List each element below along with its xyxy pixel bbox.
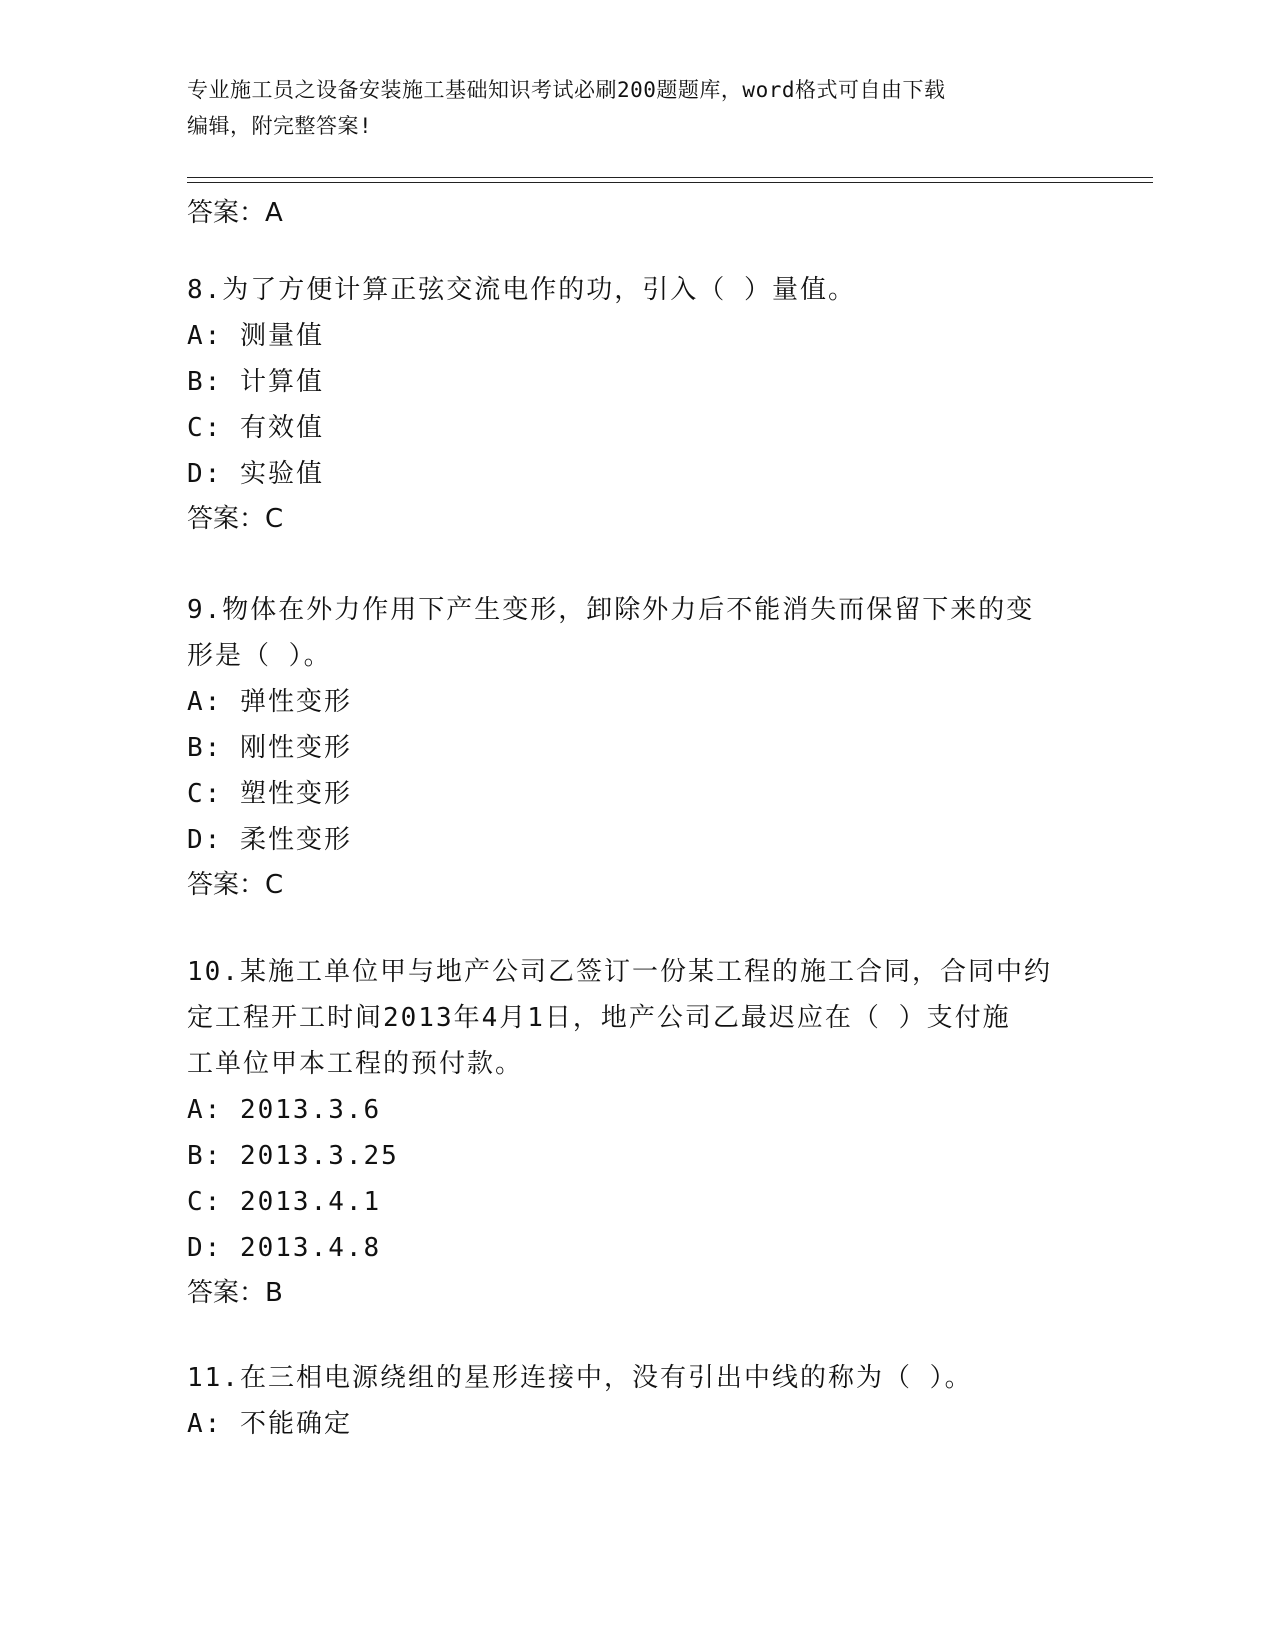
option-a: A: 弹性变形 bbox=[187, 687, 352, 717]
answer-q7: 答案：A bbox=[187, 198, 283, 228]
option-a: A: 不能确定 bbox=[187, 1409, 352, 1439]
answer: 答案：C bbox=[187, 504, 284, 534]
question-stem: 8.为了方便计算正弦交流电作的功，引入（ ）量值。 bbox=[187, 275, 856, 305]
header-title-line-1: 专业施工员之设备安装施工基础知识考试必刷200题题库，word格式可自由下载 bbox=[187, 78, 946, 102]
question-11 bbox=[187, 1355, 1087, 1447]
option-d: D: 柔性变形 bbox=[187, 825, 352, 855]
question-stem-line-2: 定工程开工时间2013年4月1日，地产公司乙最迟应在（ ）支付施 bbox=[187, 1003, 1011, 1033]
header-divider-bottom bbox=[187, 182, 1153, 183]
question-stem-line-2: 形是（ ）。 bbox=[187, 641, 332, 671]
answer: 答案：C bbox=[187, 870, 284, 900]
question-10 bbox=[187, 949, 1087, 1315]
question-9 bbox=[187, 587, 1087, 907]
question-stem-line-1: 9.物体在外力作用下产生变形，卸除外力后不能消失而保留下来的变 bbox=[187, 595, 1035, 625]
page-header bbox=[187, 72, 1067, 144]
option-d: D: 实验值 bbox=[187, 459, 324, 489]
option-c: C: 有效值 bbox=[187, 413, 324, 443]
answer: 答案：B bbox=[187, 1278, 283, 1308]
question-stem-line-3: 工单位甲本工程的预付款。 bbox=[187, 1049, 524, 1079]
option-a: A: 测量值 bbox=[187, 321, 324, 351]
question-8 bbox=[187, 267, 1087, 541]
option-b: B: 计算值 bbox=[187, 367, 324, 397]
option-a: A: 2013.3.6 bbox=[187, 1095, 382, 1125]
option-b: B: 刚性变形 bbox=[187, 733, 352, 763]
header-divider-top bbox=[187, 177, 1153, 178]
option-c: C: 塑性变形 bbox=[187, 779, 352, 809]
question-stem-line-1: 10.某施工单位甲与地产公司乙签订一份某工程的施工合同，合同中约 bbox=[187, 957, 1052, 987]
question-stem: 11.在三相电源绕组的星形连接中，没有引出中线的称为（ ）。 bbox=[187, 1363, 973, 1393]
option-d: D: 2013.4.8 bbox=[187, 1233, 382, 1263]
option-b: B: 2013.3.25 bbox=[187, 1141, 399, 1171]
header-title-line-2: 编辑，附完整答案! bbox=[187, 114, 373, 138]
option-c: C: 2013.4.1 bbox=[187, 1187, 382, 1217]
